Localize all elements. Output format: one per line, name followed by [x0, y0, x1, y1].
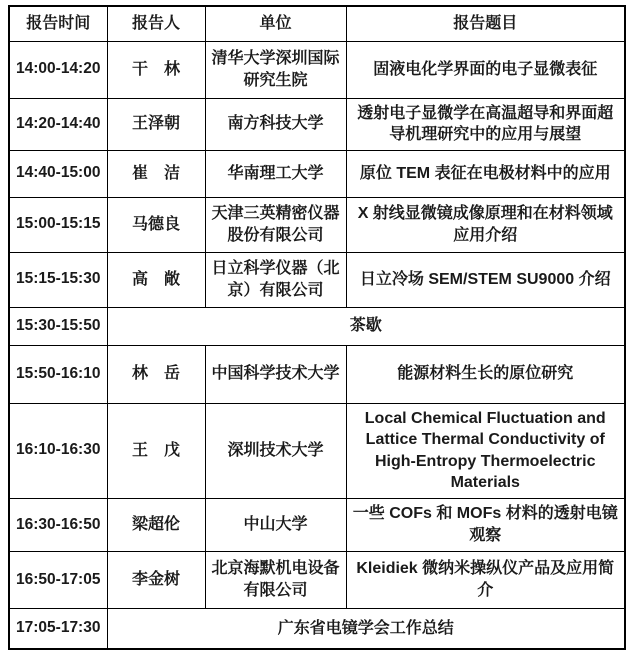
talk-title-cell: 透射电子显微学在高温超导和界面超导机理研究中的应用与展望	[346, 98, 625, 150]
speaker-cell: 干 林	[107, 41, 205, 98]
table-row	[9, 197, 625, 252]
time-cell: 15:15-15:30	[9, 252, 107, 307]
speaker-cell: 高 敞	[107, 252, 205, 307]
table-row	[9, 609, 625, 649]
affiliation-cell: 华南理工大学	[205, 150, 346, 197]
time-cell: 16:30-16:50	[9, 499, 107, 552]
merged-session-cell: 广东省电镜学会工作总结	[107, 609, 625, 649]
speaker-cell: 李金树	[107, 552, 205, 609]
schedule-body	[9, 41, 625, 649]
table-row	[9, 252, 625, 307]
speaker-cell: 梁超伦	[107, 499, 205, 552]
talk-title-cell: Kleidiek 微纳米操纵仪产品及应用简介	[346, 552, 625, 609]
table-row	[9, 552, 625, 609]
table-header	[9, 6, 625, 41]
header-time: 报告时间	[9, 6, 107, 41]
time-cell: 14:00-14:20	[9, 41, 107, 98]
affiliation-cell: 中山大学	[205, 499, 346, 552]
affiliation-cell: 清华大学深圳国际研究生院	[205, 41, 346, 98]
affiliation-cell: 中国科学技术大学	[205, 345, 346, 403]
speaker-cell: 林 岳	[107, 345, 205, 403]
table-row	[9, 499, 625, 552]
table-row	[9, 98, 625, 150]
talk-title-cell: 一些 COFs 和 MOFs 材料的透射电镜观察	[346, 499, 625, 552]
table-row	[9, 345, 625, 403]
talk-title-cell: 能源材料生长的原位研究	[346, 345, 625, 403]
header-title: 报告题目	[346, 6, 625, 41]
affiliation-cell: 南方科技大学	[205, 98, 346, 150]
time-cell: 17:05-17:30	[9, 609, 107, 649]
time-cell: 16:50-17:05	[9, 552, 107, 609]
time-cell: 14:40-15:00	[9, 150, 107, 197]
time-cell: 15:00-15:15	[9, 197, 107, 252]
header-speaker: 报告人	[107, 6, 205, 41]
header-affiliation: 单位	[205, 6, 346, 41]
table-row	[9, 41, 625, 98]
speaker-cell: 王 戊	[107, 403, 205, 498]
affiliation-cell: 深圳技术大学	[205, 403, 346, 498]
conference-schedule-table	[8, 5, 626, 650]
speaker-cell: 王泽朝	[107, 98, 205, 150]
talk-title-cell: 原位 TEM 表征在电极材料中的应用	[346, 150, 625, 197]
time-cell: 14:20-14:40	[9, 98, 107, 150]
table-row	[9, 403, 625, 498]
time-cell: 15:50-16:10	[9, 345, 107, 403]
talk-title-cell: Local Chemical Fluctuation and Lattice Thermal Conductivity of High-Entropy Thermoelectric Materials	[346, 403, 625, 498]
talk-title-cell: 日立冷场 SEM/STEM SU9000 介绍	[346, 252, 625, 307]
table-row	[9, 307, 625, 345]
speaker-cell: 崔 洁	[107, 150, 205, 197]
time-cell: 16:10-16:30	[9, 403, 107, 498]
header-row	[9, 6, 625, 41]
merged-session-cell: 茶歇	[107, 307, 625, 345]
affiliation-cell: 北京海默机电设备有限公司	[205, 552, 346, 609]
talk-title-cell: 固液电化学界面的电子显微表征	[346, 41, 625, 98]
time-cell: 15:30-15:50	[9, 307, 107, 345]
speaker-cell: 马德良	[107, 197, 205, 252]
table-row	[9, 150, 625, 197]
affiliation-cell: 天津三英精密仪器股份有限公司	[205, 197, 346, 252]
affiliation-cell: 日立科学仪器（北京）有限公司	[205, 252, 346, 307]
talk-title-cell: X 射线显微镜成像原理和在材料领域应用介绍	[346, 197, 625, 252]
